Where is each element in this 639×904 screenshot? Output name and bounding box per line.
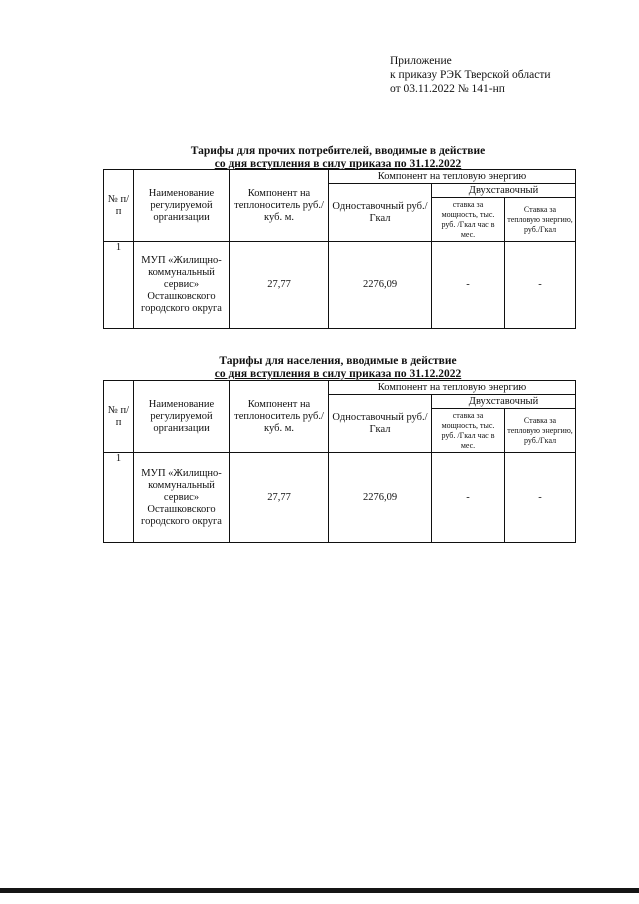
header-energy: Компонент на тепловую энергию	[329, 170, 576, 184]
header-single: Одноставочный руб./Гкал	[329, 184, 432, 242]
row-num: 1	[104, 242, 134, 329]
row-power-rate: -	[432, 242, 505, 329]
table-1-title	[100, 145, 576, 171]
header-carrier: Компонент на теплоноситель руб./куб. м.	[230, 381, 329, 453]
table-2-title-line-1: Тарифы для населения, вводимые в действие	[219, 355, 457, 367]
table-row	[104, 242, 576, 329]
header-single: Одноставочный руб./Гкал	[329, 395, 432, 453]
tariff-table-1	[103, 169, 576, 329]
tariff-table-2	[103, 380, 576, 543]
header-energy: Компонент на тепловую энергию	[329, 381, 576, 395]
header-carrier: Компонент на теплоноситель руб./куб. м.	[230, 170, 329, 242]
table-2-title-line-2: со дня вступления в силу приказа по 31.12.2022	[214, 368, 462, 380]
row-energy-rate: -	[505, 242, 576, 329]
row-single: 2276,09	[329, 453, 432, 543]
header-num: № п/п	[104, 170, 134, 242]
header-org: Наименование регулируемой организации	[134, 381, 230, 453]
row-energy-rate: -	[505, 453, 576, 543]
header-org: Наименование регулируемой организации	[134, 170, 230, 242]
row-num: 1	[104, 453, 134, 543]
table-1-title-line-1: Тарифы для прочих потребителей, вводимые в действие	[190, 145, 486, 157]
header-two-rate: Двухставочный	[432, 395, 576, 409]
table-2-title	[100, 355, 576, 381]
row-power-rate: -	[432, 453, 505, 543]
header-energy-rate: Ставка за тепловую энергию, руб./Гкал	[505, 409, 576, 453]
appendix-block	[390, 54, 551, 96]
row-org: МУП «Жилищно-коммунальный сервис» Осташковского городского округа	[134, 453, 230, 543]
row-single: 2276,09	[329, 242, 432, 329]
appendix-line-2: к приказу РЭК Тверской области	[390, 69, 551, 81]
table-1-title-line-2: со дня вступления в силу приказа по 31.12.2022	[214, 158, 462, 170]
appendix-line-3: от 03.11.2022 № 141-нп	[390, 83, 505, 95]
scan-bottom-border	[0, 888, 639, 893]
header-power-rate: ставка за мощность, тыс. руб. /Гкал час в мес.	[432, 409, 505, 453]
row-carrier: 27,77	[230, 242, 329, 329]
row-carrier: 27,77	[230, 453, 329, 543]
table-row	[104, 453, 576, 543]
appendix-line-1: Приложение	[390, 55, 452, 67]
header-num: № п/п	[104, 381, 134, 453]
header-energy-rate: Ставка за тепловую энергию, руб./Гкал	[505, 198, 576, 242]
header-two-rate: Двухставочный	[432, 184, 576, 198]
row-org: МУП «Жилищно-коммунальный сервис» Осташковского городского округа	[134, 242, 230, 329]
header-power-rate: ставка за мощность, тыс. руб. /Гкал час в мес.	[432, 198, 505, 242]
